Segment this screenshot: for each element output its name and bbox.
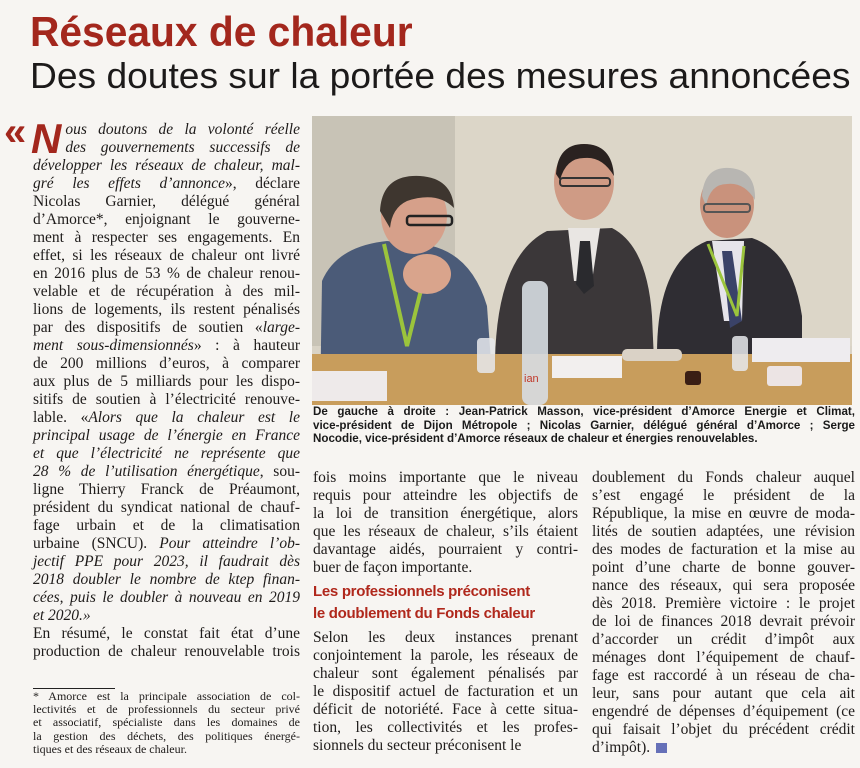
text-line: lectivités et de professionnels du secteur privé xyxy=(33,702,300,717)
italic-text: Alors que la chaleur est le xyxy=(88,409,300,426)
subhead-line: Les professionnels préconisent xyxy=(313,583,530,600)
italic-text: ment sous-dimensionnés xyxy=(33,337,194,354)
text: aux plus de 5 milliards pour les dispo- xyxy=(33,373,300,390)
text-line xyxy=(33,211,300,229)
text-line: et associatif, spécialiste dans les domaines de xyxy=(33,715,300,730)
text: République, la mise en œuvre de moda- xyxy=(592,505,855,522)
text-line xyxy=(33,247,300,265)
opening-quote-mark: « xyxy=(4,110,27,154)
text-line xyxy=(592,505,855,523)
text: » : à hauteur xyxy=(193,337,300,354)
text-line xyxy=(592,595,855,613)
photo-caption xyxy=(313,405,855,446)
text-line xyxy=(33,535,300,553)
text-line xyxy=(592,739,855,757)
text: chaleur sont également pénalisés par xyxy=(313,665,578,682)
text-line xyxy=(592,577,855,595)
text-line xyxy=(313,523,578,541)
text: Nicolas Garnier, délégué général xyxy=(33,193,300,210)
text: production de chaleur renouvelable trois xyxy=(33,643,300,660)
italic-text: des gouvernements successifs de xyxy=(65,139,300,156)
text: par des dispositifs de soutien « xyxy=(33,319,263,336)
text-line xyxy=(313,469,578,487)
italic-text: jectif PPE pour 2023, il faudrait dès xyxy=(33,553,300,570)
text-line xyxy=(33,337,300,355)
text-line xyxy=(313,647,578,665)
text-line xyxy=(592,631,855,649)
text: ménages dont l’équipement de chauf- xyxy=(592,649,855,666)
text-line xyxy=(592,685,855,703)
text-line xyxy=(313,701,578,719)
text-line xyxy=(592,667,855,685)
text-line xyxy=(592,523,855,541)
text-line xyxy=(33,391,300,409)
text: sitifs de soutien à l’électricité renouve- xyxy=(33,391,300,408)
coffee-cup xyxy=(685,371,701,385)
text: lités de soutien adaptées, une révision xyxy=(592,523,855,540)
text-line xyxy=(592,721,855,739)
text: En résumé, le constat fait état d’une xyxy=(33,625,300,642)
italic-text: ous doutons de la volonté réelle xyxy=(65,121,300,138)
papers-left xyxy=(312,371,387,401)
text: en 2016 plus de 53 % de chaleur renou- xyxy=(33,265,300,282)
text-line xyxy=(313,505,578,523)
italic-text: cées, puis le doubler à nouveau en 2019 xyxy=(33,589,300,606)
text-line xyxy=(592,613,855,631)
text: des modes de facturation et la mise au xyxy=(592,541,855,558)
column-left xyxy=(31,115,300,661)
papers-right xyxy=(752,338,850,362)
text-line xyxy=(592,541,855,559)
text-line: la gestion des déchets, des politiques énergé- xyxy=(33,728,300,743)
text: que les réseaux de chaleur, s’ils étaient xyxy=(313,523,578,540)
article-headline: Des doutes sur la portée des mesures annoncées xyxy=(30,55,851,96)
text-line: Nocodie, vice-président d’Amorce réseaux de chaleur et énergies renouvelables. xyxy=(313,432,758,445)
text: nance des réseaux, qui sera proposée xyxy=(592,577,855,594)
footnote xyxy=(33,690,300,756)
text: qui faisait l’objet du précédent crédit xyxy=(592,721,855,738)
text-line: tiques et des réseaux de chaleur. xyxy=(33,741,187,756)
text-line: * Amorce est la principale association de col- xyxy=(33,689,300,703)
article-kicker: Réseaux de chaleur xyxy=(30,8,413,55)
text: fois moins importante que le niveau xyxy=(313,469,578,486)
column-middle xyxy=(313,469,578,755)
text-line xyxy=(313,487,578,505)
text-line xyxy=(33,229,300,247)
text: urbaine (SNCU). xyxy=(33,535,160,552)
text-line xyxy=(592,469,855,487)
italic-text: gré les effets d’annonce xyxy=(33,175,225,192)
text: sionnels du secteur préconisent le xyxy=(313,737,522,754)
text-line xyxy=(592,559,855,577)
glass-right xyxy=(732,336,748,371)
meeting-photo xyxy=(312,116,852,405)
italic-text: développer les réseaux de chaleur, mal- xyxy=(33,157,300,174)
glass-left xyxy=(477,338,495,373)
text: doublement du Fonds chaleur auquel xyxy=(592,469,855,486)
text-line xyxy=(592,649,855,667)
text: ligne Thierry Franck de Préaumont, xyxy=(33,481,300,498)
italic-text: et 2020.» xyxy=(33,607,91,624)
papers-middle xyxy=(552,356,622,378)
text-line xyxy=(313,559,578,577)
text-line xyxy=(33,283,300,301)
column-right xyxy=(592,469,855,757)
italic-text: et que l’électricité ne représente que xyxy=(33,445,300,462)
end-of-article-square-icon xyxy=(656,743,667,753)
text-line xyxy=(33,517,300,535)
text-line xyxy=(33,409,300,427)
text: ment à respecter ses engagements. En xyxy=(33,229,300,246)
text-line xyxy=(33,193,300,211)
text: effet, si les réseaux de chaleur ont livré xyxy=(33,247,300,264)
person-left-hands xyxy=(403,254,451,294)
text: buer de façon importante. xyxy=(313,559,473,576)
text: conjointement la parole, les réseaux de xyxy=(313,647,578,664)
text-line xyxy=(33,571,300,589)
italic-text: principal usage de l’énergie en France xyxy=(33,427,300,444)
text: lable. « xyxy=(33,409,89,426)
plate xyxy=(622,349,682,361)
text-line xyxy=(592,487,855,505)
text: », déclare xyxy=(224,175,300,192)
subhead-line: le doublement du Fonds chaleur xyxy=(313,605,535,622)
text-line xyxy=(313,665,578,683)
text-line xyxy=(33,175,300,193)
text: président du syndicat national de chauf- xyxy=(33,499,300,516)
section-subhead xyxy=(313,581,578,625)
text: dès 2018. Première victoire : le projet xyxy=(592,595,855,612)
dish xyxy=(767,366,802,386)
italic-text: large- xyxy=(262,319,300,336)
text: la loi de transition énergétique, alors xyxy=(313,505,578,522)
text: Selon les deux instances prenant xyxy=(313,629,578,646)
text-line xyxy=(33,301,300,319)
italic-text: Pour atteindre l’ob- xyxy=(159,535,300,552)
text: davantage aidés, pourraient y contri- xyxy=(313,541,578,558)
water-bottle xyxy=(522,281,548,405)
text: engendré de dépenses d’équipement (ce xyxy=(592,703,855,720)
text: déficit de notoriété. Face à cette situa- xyxy=(313,701,578,718)
text: le dispositif actuel de facturation et un xyxy=(313,683,578,700)
text-line xyxy=(33,463,300,481)
text-line xyxy=(33,553,300,571)
text: point d’une charte de bonne gouver- xyxy=(592,559,855,576)
text: de 200 millions d’euros, à comparer xyxy=(33,355,300,372)
text-line xyxy=(33,319,300,337)
text: d’accorder un crédit d’impôt aux xyxy=(592,631,855,648)
text-line xyxy=(33,589,300,607)
text: d’impôt). xyxy=(592,739,651,756)
text-line xyxy=(33,445,300,463)
text-line xyxy=(313,719,578,737)
text: leur, sans pour autant que cela ait xyxy=(592,685,855,702)
text-line xyxy=(592,703,855,721)
text-line xyxy=(33,265,300,283)
text-line xyxy=(33,643,300,661)
text: velable et de récupération à des mil- xyxy=(33,283,300,300)
text-line xyxy=(33,157,300,175)
text-line xyxy=(33,481,300,499)
text-line xyxy=(313,737,578,755)
text-line xyxy=(33,139,300,157)
text: requis pour atteindre les objectifs de xyxy=(313,487,578,504)
italic-text: 28 % de l’utilisation énergétique xyxy=(33,463,260,480)
text-line xyxy=(33,607,300,625)
text-line xyxy=(33,625,300,643)
text-line xyxy=(313,629,578,647)
italic-text: 2018 doubler le nombre de ktep finan- xyxy=(33,571,300,588)
text: fage est raccordé à un réseau de cha- xyxy=(592,667,855,684)
text-line: vice-président de Dijon Métropole ; Nicolas Garnier, délégué général d’Amorce ; Serge xyxy=(313,418,855,432)
text: , sou- xyxy=(259,463,300,480)
text-line xyxy=(33,499,300,517)
text: tion, les collectivités et les profes- xyxy=(313,719,578,736)
bottle-label: ian xyxy=(524,373,539,385)
text: de loi de finances 2018 devrait prévoir xyxy=(592,613,855,630)
text-line xyxy=(33,427,300,445)
text: d’Amorce*, enjoignant le gouverne- xyxy=(33,211,300,228)
text-line xyxy=(313,683,578,701)
text-line xyxy=(313,541,578,559)
text-line: De gauche à droite : Jean-Patrick Masson, vice-président d’Amorce Energie et Climat, xyxy=(313,405,855,418)
text: fage urbain et de la climatisation xyxy=(33,517,300,534)
text: s’est engagé le président de la xyxy=(592,487,855,504)
text: lions de logements, ils restent pénalisés xyxy=(33,301,300,318)
text-line xyxy=(33,355,300,373)
text-line xyxy=(33,373,300,391)
drop-cap: N xyxy=(31,115,62,162)
